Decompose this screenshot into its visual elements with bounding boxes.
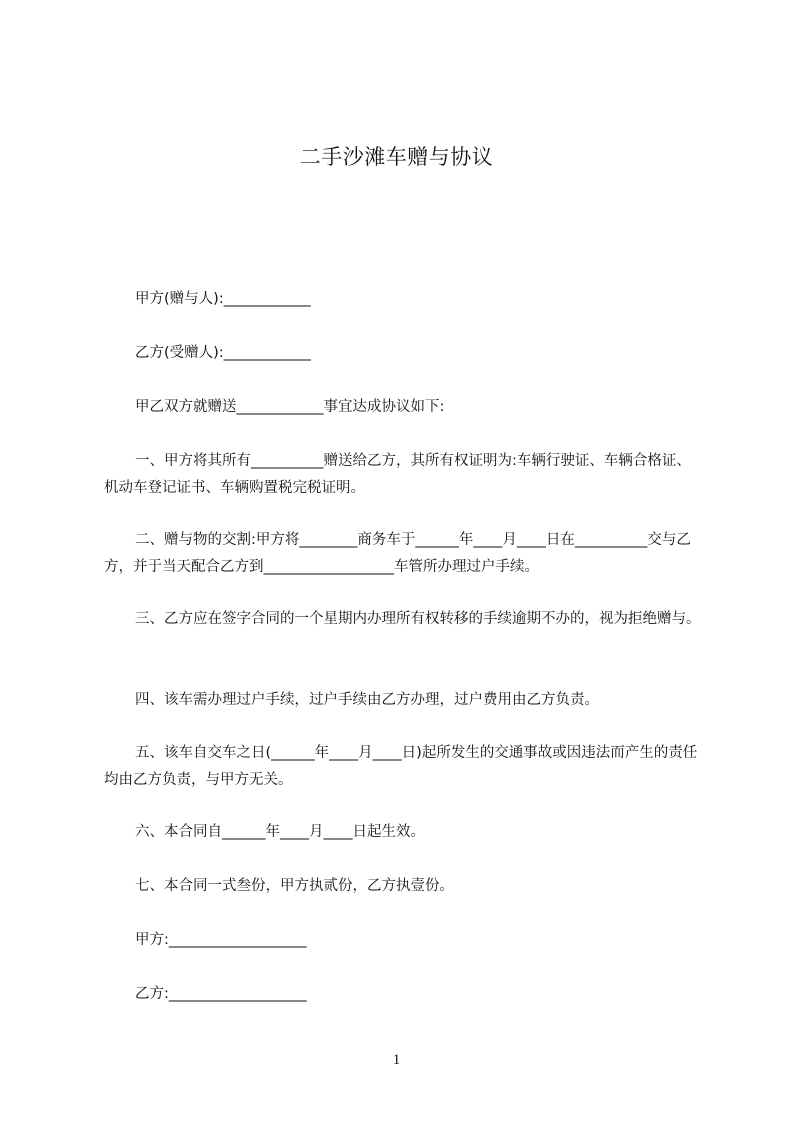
clause-3: 三、乙方应在签字合同的一个星期内办理所有权转移的手续逾期不办的，视为拒绝赠与。 <box>135 611 701 627</box>
clause-7: 七、本合同一式叁份，甲方执贰份，乙方执壹份。 <box>135 878 454 894</box>
party-a-line: 甲方(赠与人):____________ <box>135 291 311 307</box>
clause-2: 二、赠与物的交割:甲方将________商务车于______年____月____日在__________交与乙方，并于当天配合乙方到__________________车管所办理过户手续。 <box>104 532 691 575</box>
clause-1: 一、甲方将其所有__________赠送给乙方，其所有权证明为:车辆行驶证、车辆合格证、机动车登记证书、车辆购置税完税证明。 <box>104 453 691 496</box>
document-title: 二手沙滩车赠与协议 <box>299 145 494 169</box>
page-number: 1 <box>392 1052 401 1068</box>
agreement-intro: 甲乙双方就赠送____________事宜达成协议如下: <box>135 399 445 415</box>
clause-4: 四、该车需办理过户手续，过户手续由乙方办理，过户费用由乙方负责。 <box>135 692 599 708</box>
signature-party-a: 甲方:___________________ <box>135 932 307 948</box>
party-b-line: 乙方(受赠人):____________ <box>135 345 311 361</box>
clause-5: 五、该车自交车之日(______年____月____日)起所发生的交通事故或因违法而产生的责任均由乙方负责，与甲方无关。 <box>104 745 698 788</box>
signature-party-b: 乙方:___________________ <box>135 986 307 1002</box>
clause-6: 六、本合同自______年____月____日起生效。 <box>135 824 425 840</box>
